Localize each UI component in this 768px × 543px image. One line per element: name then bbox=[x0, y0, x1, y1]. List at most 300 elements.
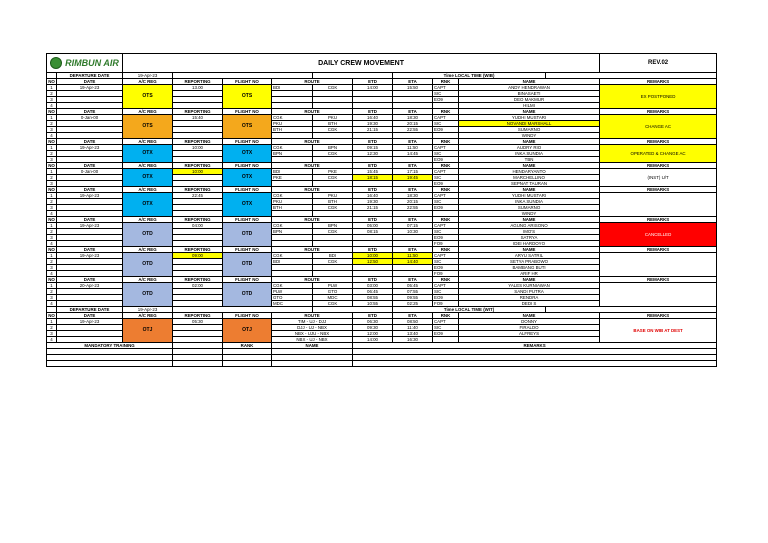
route-to: BDI bbox=[313, 253, 353, 259]
row-number: 3 bbox=[47, 295, 57, 301]
training-remarks-header: REMARKS bbox=[353, 343, 717, 349]
name-header: NAME bbox=[459, 139, 600, 145]
crew-name: DEO MAKMUR bbox=[459, 97, 600, 103]
route-cell: TIM - UJ - DJJ bbox=[272, 319, 353, 325]
departure-date-label: DEPARTURE DATE bbox=[57, 307, 123, 313]
remarks-value: CANCELLED bbox=[600, 223, 717, 247]
row-number: 4 bbox=[47, 241, 57, 247]
flight-date: 19-Apr-23 bbox=[57, 85, 123, 91]
remarks-value bbox=[600, 193, 717, 217]
flight-no-header: FLIGHT NO bbox=[223, 187, 272, 193]
remarks-header: REMARKS bbox=[600, 187, 717, 193]
row-number: 2 bbox=[47, 91, 57, 97]
crew-name: INKA SUNDIA bbox=[459, 151, 600, 157]
etd-value: 15:45 bbox=[353, 169, 393, 175]
row-number: 3 bbox=[47, 127, 57, 133]
date-header: DATE bbox=[57, 79, 123, 85]
reporting-header: REPORTING bbox=[173, 217, 223, 223]
eta-value: 08:50 bbox=[393, 319, 433, 325]
departure-date-value: 19-Apr-23 bbox=[123, 307, 173, 313]
eta-value: 20:15 bbox=[393, 199, 433, 205]
route-from: CGK bbox=[272, 283, 313, 289]
ac-reg-header: A/C REG bbox=[123, 217, 173, 223]
eta-header: ETA bbox=[393, 139, 433, 145]
etd-header: ETD bbox=[353, 277, 393, 283]
no-header: NO bbox=[48, 139, 55, 144]
crew-rank: SIC bbox=[433, 229, 459, 235]
date-header: DATE bbox=[57, 277, 123, 283]
crew-rank: EO9 bbox=[433, 331, 459, 337]
crew-rank: SIC bbox=[433, 199, 459, 205]
flight-number: OTX bbox=[223, 169, 272, 187]
flight-date: 0-Jan-00 bbox=[57, 115, 123, 121]
eta-value: 19:45 bbox=[393, 175, 433, 181]
route-header: ROUTE bbox=[272, 139, 353, 145]
etd-value: 16:40 bbox=[353, 115, 393, 121]
row-number: 4 bbox=[47, 301, 57, 307]
eta-value: 10:30 bbox=[393, 229, 433, 235]
crew-name: ARYU SATRIL bbox=[459, 253, 600, 259]
eta-header: ETA bbox=[393, 247, 433, 253]
route-from: BDI bbox=[272, 259, 313, 265]
etd-value: 08:15 bbox=[353, 229, 393, 235]
route-header: ROUTE bbox=[272, 187, 353, 193]
eta-value: 09:55 bbox=[393, 295, 433, 301]
reporting-header: REPORTING bbox=[173, 79, 223, 85]
remarks-value bbox=[600, 253, 717, 277]
row-number: 2 bbox=[47, 229, 57, 235]
crew-rank: EO9 bbox=[433, 157, 459, 163]
route-from: PLW bbox=[272, 289, 313, 295]
route-header: ROUTE bbox=[272, 247, 353, 253]
flight-no-header: FLIGHT NO bbox=[223, 163, 272, 169]
row-number: 3 bbox=[47, 181, 57, 187]
remarks-header: REMARKS bbox=[600, 217, 717, 223]
row-number: 3 bbox=[47, 205, 57, 211]
training-cell bbox=[353, 361, 717, 367]
crew-name: AGUNG ARISONO bbox=[459, 223, 600, 229]
reporting-time: 05:30 bbox=[173, 319, 223, 325]
etd-value: 14:00 bbox=[353, 85, 393, 91]
crew-name: SUMARNO bbox=[459, 205, 600, 211]
page-title: DAILY CREW MOVEMENT bbox=[123, 54, 600, 73]
row-number: 1 bbox=[47, 193, 57, 199]
no-header: NO bbox=[48, 277, 55, 282]
row-number: 3 bbox=[47, 235, 57, 241]
etd-value: 10:00 bbox=[353, 253, 393, 259]
rank-header: RNK bbox=[433, 217, 459, 223]
eta-value: 11:40 bbox=[393, 325, 433, 331]
training-cell bbox=[272, 361, 353, 367]
row-number: 2 bbox=[47, 121, 57, 127]
etd-header: ETD bbox=[353, 217, 393, 223]
etd-value: 05:00 bbox=[353, 223, 393, 229]
row-number: 1 bbox=[47, 283, 57, 289]
route-from: BDI bbox=[272, 169, 313, 175]
crew-rank: SIC bbox=[433, 91, 459, 97]
crew-rank: FO9 bbox=[433, 241, 459, 247]
rank-header: RNK bbox=[433, 163, 459, 169]
brand-logo: RIMBUN AIR bbox=[65, 57, 119, 68]
etd-value: 19:30 bbox=[353, 121, 393, 127]
crew-name: ANDY HENDRAWAN bbox=[459, 85, 600, 91]
flight-number: OTD bbox=[223, 283, 272, 307]
route-from: CGK bbox=[272, 253, 313, 259]
training-cell bbox=[47, 361, 173, 367]
aircraft-reg: OTX bbox=[123, 145, 173, 163]
route-from: GTO bbox=[272, 295, 313, 301]
reporting-header: REPORTING bbox=[173, 277, 223, 283]
crew-rank: CAPT bbox=[433, 223, 459, 229]
flight-date: 0-Jan-00 bbox=[57, 169, 123, 175]
remarks-header: REMARKS bbox=[600, 247, 717, 253]
reporting-time: 13.00 bbox=[173, 85, 223, 91]
training-cell bbox=[223, 361, 272, 367]
no-header: NO bbox=[48, 313, 55, 318]
row-number: 1 bbox=[47, 319, 57, 325]
route-header: ROUTE bbox=[272, 217, 353, 223]
crew-rank: EO9 bbox=[433, 265, 459, 271]
crew-rank: CAPT bbox=[433, 115, 459, 121]
row-number: 1 bbox=[47, 115, 57, 121]
flight-number: OTD bbox=[223, 253, 272, 277]
eta-value: 22:55 bbox=[393, 205, 433, 211]
row-number: 3 bbox=[47, 265, 57, 271]
crew-rank: CAPT bbox=[433, 193, 459, 199]
etd-value: 10:55 bbox=[353, 301, 393, 307]
route-cell: DJJ - UJ - NBX bbox=[272, 325, 353, 331]
crew-name: YUDHI MUSTARI bbox=[459, 115, 600, 121]
reporting-header: REPORTING bbox=[173, 247, 223, 253]
crew-rank: SIC bbox=[433, 289, 459, 295]
route-from: CGK bbox=[272, 193, 313, 199]
crew-name: HILMI bbox=[459, 103, 600, 109]
crew-name: BINASAETI bbox=[459, 91, 600, 97]
etd-header: ETD bbox=[353, 109, 393, 115]
eta-value: 07:15 bbox=[393, 223, 433, 229]
remarks-value: (INST) U/T bbox=[600, 169, 717, 187]
etd-header: ETD bbox=[353, 187, 393, 193]
route-from: MDC bbox=[272, 301, 313, 307]
flight-number: OTS bbox=[223, 85, 272, 109]
crew-name: HENDARYANTO bbox=[459, 169, 600, 175]
eta-value: 14:45 bbox=[393, 151, 433, 157]
reporting-header: REPORTING bbox=[173, 109, 223, 115]
aircraft-reg: OTD bbox=[123, 253, 173, 277]
row-number: 3 bbox=[47, 331, 57, 337]
aircraft-reg: OTD bbox=[123, 223, 173, 247]
row-number: 1 bbox=[47, 253, 57, 259]
flight-date: 19-Apr-23 bbox=[57, 223, 123, 229]
etd-value: 03:00 bbox=[353, 283, 393, 289]
route-to: GTO bbox=[313, 289, 353, 295]
eta-value: 16:30 bbox=[393, 337, 433, 343]
row-number: 2 bbox=[47, 325, 57, 331]
route-to: CGK bbox=[313, 151, 353, 157]
crew-rank: EO9 bbox=[433, 127, 459, 133]
etd-header: ETD bbox=[353, 139, 393, 145]
date-header: DATE bbox=[57, 313, 123, 319]
route-from: PKU bbox=[272, 121, 313, 127]
route-cell: NBX - UJU - NBX bbox=[272, 331, 353, 337]
etd-value: 12:00 bbox=[353, 331, 393, 337]
reporting-time: 02:00 bbox=[173, 283, 223, 289]
eta-header: ETA bbox=[393, 313, 433, 319]
ac-reg-header: A/C REG bbox=[123, 313, 173, 319]
eta-header: ETA bbox=[393, 163, 433, 169]
aircraft-reg: OTS bbox=[123, 85, 173, 109]
row-number: 1 bbox=[47, 85, 57, 91]
reporting-header: REPORTING bbox=[173, 163, 223, 169]
row-number: 3 bbox=[47, 97, 57, 103]
rank-header: RNK bbox=[433, 277, 459, 283]
remarks-value: EX POSTPONED bbox=[600, 85, 717, 109]
route-cell: NBX - UJ - NBX bbox=[272, 337, 353, 343]
training-rank-header: RANK bbox=[223, 343, 272, 349]
crew-rank: CAPT bbox=[433, 253, 459, 259]
row-number: 3 bbox=[47, 157, 57, 163]
route-to: CGK bbox=[313, 127, 353, 133]
etd-header: ETD bbox=[353, 247, 393, 253]
crew-name: ARIF HR bbox=[459, 271, 600, 277]
flight-date: 19-Apr-23 bbox=[57, 253, 123, 259]
crew-name: DONNY bbox=[459, 319, 600, 325]
crew-name: WINDY bbox=[459, 211, 600, 217]
eta-header: ETA bbox=[393, 217, 433, 223]
route-from: PKE bbox=[272, 175, 313, 181]
eta-value: 07:55 bbox=[393, 289, 433, 295]
ac-reg-header: A/C REG bbox=[123, 79, 173, 85]
route-header: ROUTE bbox=[272, 313, 353, 319]
aircraft-reg: OTX bbox=[123, 169, 173, 187]
row-number: 4 bbox=[47, 337, 57, 343]
eta-header: ETA bbox=[393, 187, 433, 193]
eta-value: 15:50 bbox=[393, 85, 433, 91]
flight-date: 20-Apr-23 bbox=[57, 283, 123, 289]
leaf-logo-icon bbox=[50, 57, 62, 69]
mandatory-training-label: MANDATORY TRAINING bbox=[47, 343, 173, 349]
logo-cell bbox=[47, 54, 123, 73]
route-to: CGK bbox=[313, 259, 353, 265]
eta-header: ETA bbox=[393, 79, 433, 85]
name-header: NAME bbox=[459, 109, 600, 115]
reporting-time: 22:45 bbox=[173, 193, 223, 199]
route-header: ROUTE bbox=[272, 277, 353, 283]
revision-label: REV.02 bbox=[600, 54, 717, 73]
route-from: BPN bbox=[272, 151, 313, 157]
crew-rank: FO9 bbox=[433, 271, 459, 277]
date-header: DATE bbox=[57, 139, 123, 145]
crew-name: IDEI HARDOYO bbox=[459, 241, 600, 247]
etd-value: 08:55 bbox=[353, 295, 393, 301]
crew-name: SATRYA bbox=[459, 235, 600, 241]
remarks-header: REMARKS bbox=[600, 277, 717, 283]
flight-no-header: FLIGHT NO bbox=[223, 79, 272, 85]
reporting-header: REPORTING bbox=[173, 139, 223, 145]
reporting-time: 15:40 bbox=[173, 115, 223, 121]
aircraft-reg: OTS bbox=[123, 115, 173, 139]
remarks-value: BASE ON WIB AT DEST bbox=[600, 319, 717, 343]
flight-number: OTX bbox=[223, 193, 272, 217]
crew-rank: SIC bbox=[433, 325, 459, 331]
eta-value: 18:30 bbox=[393, 193, 433, 199]
route-from: CGK bbox=[272, 145, 313, 151]
time-local-label: Time LOCAL TIME (WIB) bbox=[393, 73, 546, 79]
route-to: PKU bbox=[313, 193, 353, 199]
rank-header: RNK bbox=[433, 109, 459, 115]
training-name-header: NAME bbox=[272, 343, 353, 349]
route-to: PKU bbox=[313, 115, 353, 121]
flight-no-header: FLIGHT NO bbox=[223, 277, 272, 283]
training-row bbox=[47, 361, 717, 367]
crew-rank: EO9 bbox=[433, 235, 459, 241]
route-to: MDC bbox=[313, 295, 353, 301]
etd-value: 09:15 bbox=[353, 145, 393, 151]
departure-date-value: 19-Apr-23 bbox=[123, 73, 173, 79]
etd-value: 21:15 bbox=[353, 205, 393, 211]
crew-name: NOVANDI MARSHALL bbox=[459, 121, 600, 127]
route-to: CGK bbox=[313, 229, 353, 235]
crew-rank: EO9 bbox=[433, 295, 459, 301]
eta-value: 13:40 bbox=[393, 331, 433, 337]
crew-rank: CAPT bbox=[433, 145, 459, 151]
etd-value: 18:15 bbox=[353, 175, 393, 181]
remarks-value: OPERATED & CHANGE AC bbox=[600, 145, 717, 163]
eta-value: 20:15 bbox=[393, 121, 433, 127]
etd-header: ETD bbox=[353, 79, 393, 85]
crew-name: BAMBANG BUTI bbox=[459, 265, 600, 271]
route-from: BTH bbox=[272, 205, 313, 211]
row-number: 4 bbox=[47, 211, 57, 217]
rank-header: RNK bbox=[433, 139, 459, 145]
flight-number: OTJ bbox=[223, 319, 272, 343]
crew-rank: SIC bbox=[433, 151, 459, 157]
eta-header: ETA bbox=[393, 109, 433, 115]
date-header: DATE bbox=[57, 217, 123, 223]
route-to: CGK bbox=[313, 301, 353, 307]
route-from: BTH bbox=[272, 127, 313, 133]
etd-value: 16:40 bbox=[353, 193, 393, 199]
rank-header: RNK bbox=[433, 79, 459, 85]
name-header: NAME bbox=[459, 79, 600, 85]
no-header: NO bbox=[48, 247, 55, 252]
route-to: CGK bbox=[313, 205, 353, 211]
row-number: 1 bbox=[47, 145, 57, 151]
crew-rank: EO9 bbox=[433, 181, 459, 187]
ac-reg-header: A/C REG bbox=[123, 187, 173, 193]
reporting-header: REPORTING bbox=[173, 313, 223, 319]
name-header: NAME bbox=[459, 217, 600, 223]
crew-name: FIRALDO bbox=[459, 325, 600, 331]
route-to: BTH bbox=[313, 199, 353, 205]
crew-name: INKA SUNDIA bbox=[459, 199, 600, 205]
etd-value: 06:45 bbox=[353, 289, 393, 295]
flight-date: 19-Apr-23 bbox=[57, 145, 123, 151]
name-header: NAME bbox=[459, 247, 600, 253]
route-header: ROUTE bbox=[272, 163, 353, 169]
flight-date: 19-Apr-23 bbox=[57, 319, 123, 325]
crew-name: SEPNAT TAURAN bbox=[459, 181, 600, 187]
eta-value: 11:50 bbox=[393, 145, 433, 151]
eta-value: 18:30 bbox=[393, 115, 433, 121]
date-header: DATE bbox=[57, 247, 123, 253]
crew-rank: CAPT bbox=[433, 85, 459, 91]
crew-rank: CAPT bbox=[433, 169, 459, 175]
remarks-header: REMARKS bbox=[600, 79, 717, 85]
flight-number: OTS bbox=[223, 115, 272, 139]
etd-header: ETD bbox=[353, 313, 393, 319]
eta-value: 05:45 bbox=[393, 283, 433, 289]
etd-value: 06:30 bbox=[353, 319, 393, 325]
crew-table bbox=[46, 53, 717, 367]
ac-reg-header: A/C REG bbox=[123, 139, 173, 145]
reporting-time: 10:00 bbox=[173, 145, 223, 151]
ac-reg-header: A/C REG bbox=[123, 277, 173, 283]
crew-name: ALFREYS bbox=[459, 331, 600, 337]
crew-name: TBN bbox=[459, 157, 600, 163]
eta-value: 22:55 bbox=[393, 127, 433, 133]
ac-reg-header: A/C REG bbox=[123, 109, 173, 115]
route-to: BPN bbox=[313, 145, 353, 151]
name-header: NAME bbox=[459, 187, 600, 193]
etd-value: 19:30 bbox=[353, 199, 393, 205]
ac-reg-header: A/C REG bbox=[123, 163, 173, 169]
remarks-header: REMARKS bbox=[600, 313, 717, 319]
row-number: 2 bbox=[47, 289, 57, 295]
crew-name: DEDI S bbox=[459, 301, 600, 307]
row-number: 4 bbox=[47, 103, 57, 109]
crew-name: RENDRA bbox=[459, 295, 600, 301]
training-cell bbox=[173, 361, 223, 367]
flight-number: OTD bbox=[223, 223, 272, 247]
flight-no-header: FLIGHT NO bbox=[223, 313, 272, 319]
departure-date-label: DEPARTURE DATE bbox=[57, 73, 123, 79]
rank-header: RNK bbox=[433, 187, 459, 193]
route-to: BTH bbox=[313, 121, 353, 127]
date-header: DATE bbox=[57, 109, 123, 115]
no-header: NO bbox=[48, 79, 55, 84]
ac-reg-header: A/C REG bbox=[123, 247, 173, 253]
route-from: BPN bbox=[272, 229, 313, 235]
crew-name: AUDRY RIO bbox=[459, 145, 600, 151]
route-to: PKE bbox=[313, 169, 353, 175]
crew-rank: FO9 bbox=[433, 301, 459, 307]
flight-no-header: FLIGHT NO bbox=[223, 247, 272, 253]
remarks-value: CHANGE AC bbox=[600, 115, 717, 139]
route-to: CGK bbox=[313, 175, 353, 181]
crew-name: SANDI PUTRA bbox=[459, 289, 600, 295]
etd-value: 12:50 bbox=[353, 259, 393, 265]
row-number: 2 bbox=[47, 199, 57, 205]
no-header: NO bbox=[48, 187, 55, 192]
rank-header: RNK bbox=[433, 247, 459, 253]
reporting-time: 04:00 bbox=[173, 223, 223, 229]
crew-name: WINDY bbox=[459, 133, 600, 139]
row-number: 4 bbox=[47, 133, 57, 139]
crew-rank: CAPT bbox=[433, 319, 459, 325]
row-number: 4 bbox=[47, 271, 57, 277]
remarks-value bbox=[600, 283, 717, 307]
row-number: 2 bbox=[47, 175, 57, 181]
flight-no-header: FLIGHT NO bbox=[223, 109, 272, 115]
route-from: CGK bbox=[272, 115, 313, 121]
route-from: PKU bbox=[272, 199, 313, 205]
date-header: DATE bbox=[57, 187, 123, 193]
crew-name: YUDHI MUSTARI bbox=[459, 193, 600, 199]
crew-rank: EO9 bbox=[433, 205, 459, 211]
eta-header: ETA bbox=[393, 277, 433, 283]
flight-date: 19-Apr-23 bbox=[57, 193, 123, 199]
